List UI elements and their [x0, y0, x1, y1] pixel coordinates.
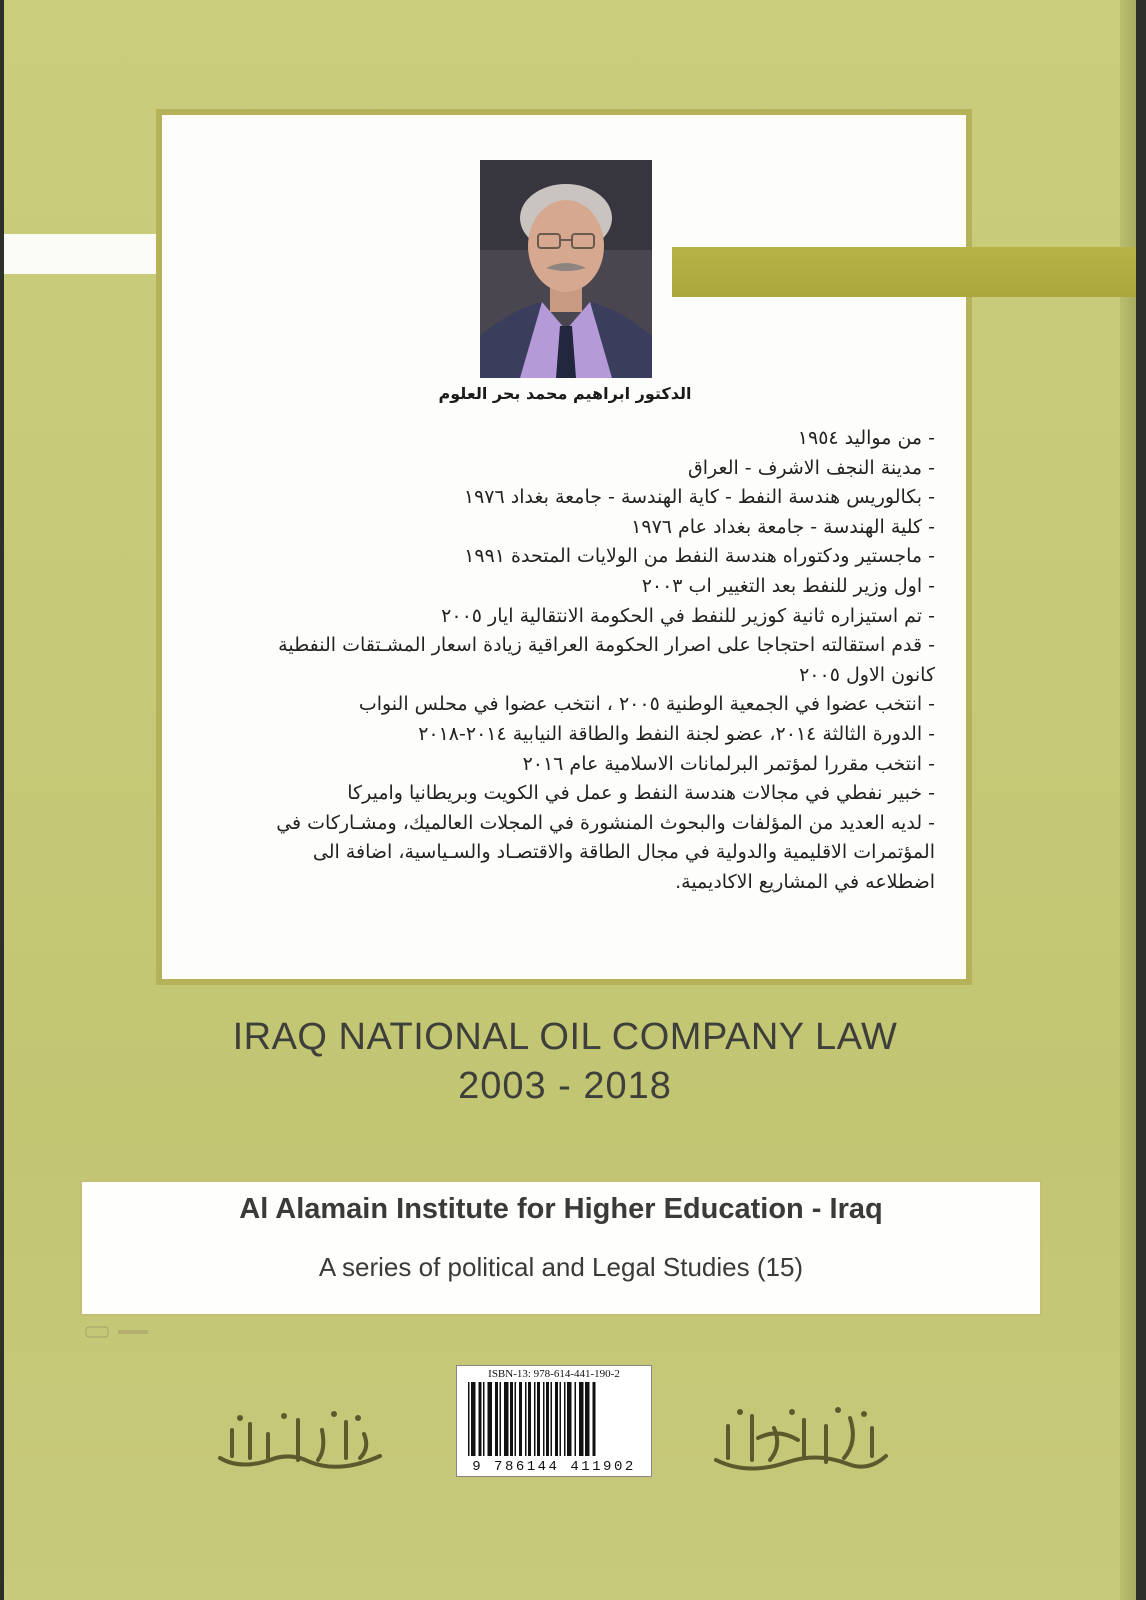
bio-line: - بكالوريس هندسة النفط - كاية الهندسة - جامعة بغداد ١٩٧٦	[463, 486, 935, 509]
bio-line: - انتخب مقررا لمؤتمر البرلمانات الاسلامية عام ٢٠١٦	[522, 752, 935, 775]
barcode-bar	[537, 1382, 540, 1456]
barcode-bar	[546, 1382, 549, 1456]
barcode-bar	[567, 1382, 572, 1456]
bio-line: - ماجستير ودكتوراه هندسة النفط من الولايات المتحدة ١٩٩١	[464, 545, 935, 568]
author-bio-list	[190, 424, 935, 898]
bio-line: - مدينة النجف الاشرف - العراق	[688, 456, 935, 479]
barcode-bar	[585, 1382, 590, 1456]
institute-name: Al Alamain Institute for Higher Education - Iraq	[239, 1193, 883, 1225]
barcode-bar	[528, 1382, 531, 1456]
barcode-bar	[555, 1382, 558, 1456]
author-name: الدكتور ابراهيم محمد بحر العلوم	[438, 384, 692, 403]
barcode-bar	[579, 1382, 584, 1456]
bio-line: - الدورة الثالثة ٢٠١٤، عضو لجنة النفط والطاقة النيابية ٢٠١٤-٢٠١٨	[418, 722, 935, 745]
bio-line: - خبير نفطي في مجالات هندسة النفط و عمل في الكويت وبريطانيا واميركا	[347, 782, 935, 805]
small-stamp-icon	[84, 1324, 154, 1340]
barcode-bar	[510, 1382, 513, 1456]
barcode-bar	[483, 1382, 485, 1456]
barcode-bar	[560, 1382, 562, 1456]
barcode-bar	[471, 1382, 476, 1456]
bio-line: المؤتمرات الاقليمية والدولية في مجال الطاقة والاقتصـاد والسـياسية، اضافة الى	[312, 841, 935, 864]
bio-line: - تم استيزاره ثانية كوزير للنفط في الحكومة الانتقالية ايار ٢٠٠٥	[441, 604, 935, 627]
barcode-bar	[468, 1382, 470, 1456]
barcode-bar	[534, 1382, 536, 1456]
bio-line: - اول وزير للنفط بعد التغيير اب ٢٠٠٣	[641, 574, 935, 597]
book-years: 2003 - 2018	[458, 1065, 672, 1107]
barcode-bar	[488, 1382, 493, 1456]
barcode-bar	[564, 1382, 566, 1456]
barcode-digits: 9 786144 411902	[472, 1459, 636, 1475]
barcode-bar	[593, 1382, 596, 1456]
bio-line: - من مواليد ١٩٥٤	[797, 427, 935, 449]
bio-line: كانون الاول ٢٠٠٥	[799, 663, 935, 686]
bio-line: - انتخب عضوا في الجمعية الوطنية ٢٠٠٥ ، انتخب عضوا في محلس النواب	[358, 693, 935, 716]
publisher-calligraphy-logo-icon	[708, 1398, 893, 1484]
barcode-bar	[525, 1382, 527, 1456]
barcode-bar	[575, 1382, 577, 1456]
barcode-bar	[515, 1382, 517, 1456]
bio-line: - كلية الهندسة - جامعة بغداد عام ١٩٧٦	[631, 515, 935, 538]
barcode-bar	[543, 1382, 545, 1456]
barcode-icon	[466, 1382, 644, 1458]
cover-spine-edge	[1120, 0, 1136, 1600]
decorative-olive-stripe-overlay	[672, 247, 972, 297]
bio-line: - لديه العديد من المؤلفات والبحوث المنشورة في المجلات العالميك، ومشـاركات في	[276, 811, 935, 834]
barcode-bar	[479, 1382, 482, 1456]
book-title: IRAQ NATIONAL OIL COMPANY LAW	[232, 1016, 898, 1058]
barcode-bar	[495, 1382, 498, 1456]
isbn-label: ISBN-13: 978-614-441-190-2	[488, 1368, 620, 1380]
barcode-bar	[519, 1382, 522, 1456]
series-name: A series of political and Legal Studies (15)	[318, 1252, 804, 1282]
barcode-bar	[500, 1382, 502, 1456]
barcode-bar	[504, 1382, 509, 1456]
barcode-bar	[551, 1382, 553, 1456]
publisher-calligraphy-logo-icon	[210, 1400, 390, 1480]
author-photo	[480, 160, 652, 378]
bio-line: - قدم استقالته احتجاجا على اصرار الحكومة العراقية زيادة اسعار المشـتقات النفطية	[278, 634, 935, 657]
bio-line: اضطلاعه في المشاريع الاكاديمية.	[675, 870, 935, 893]
